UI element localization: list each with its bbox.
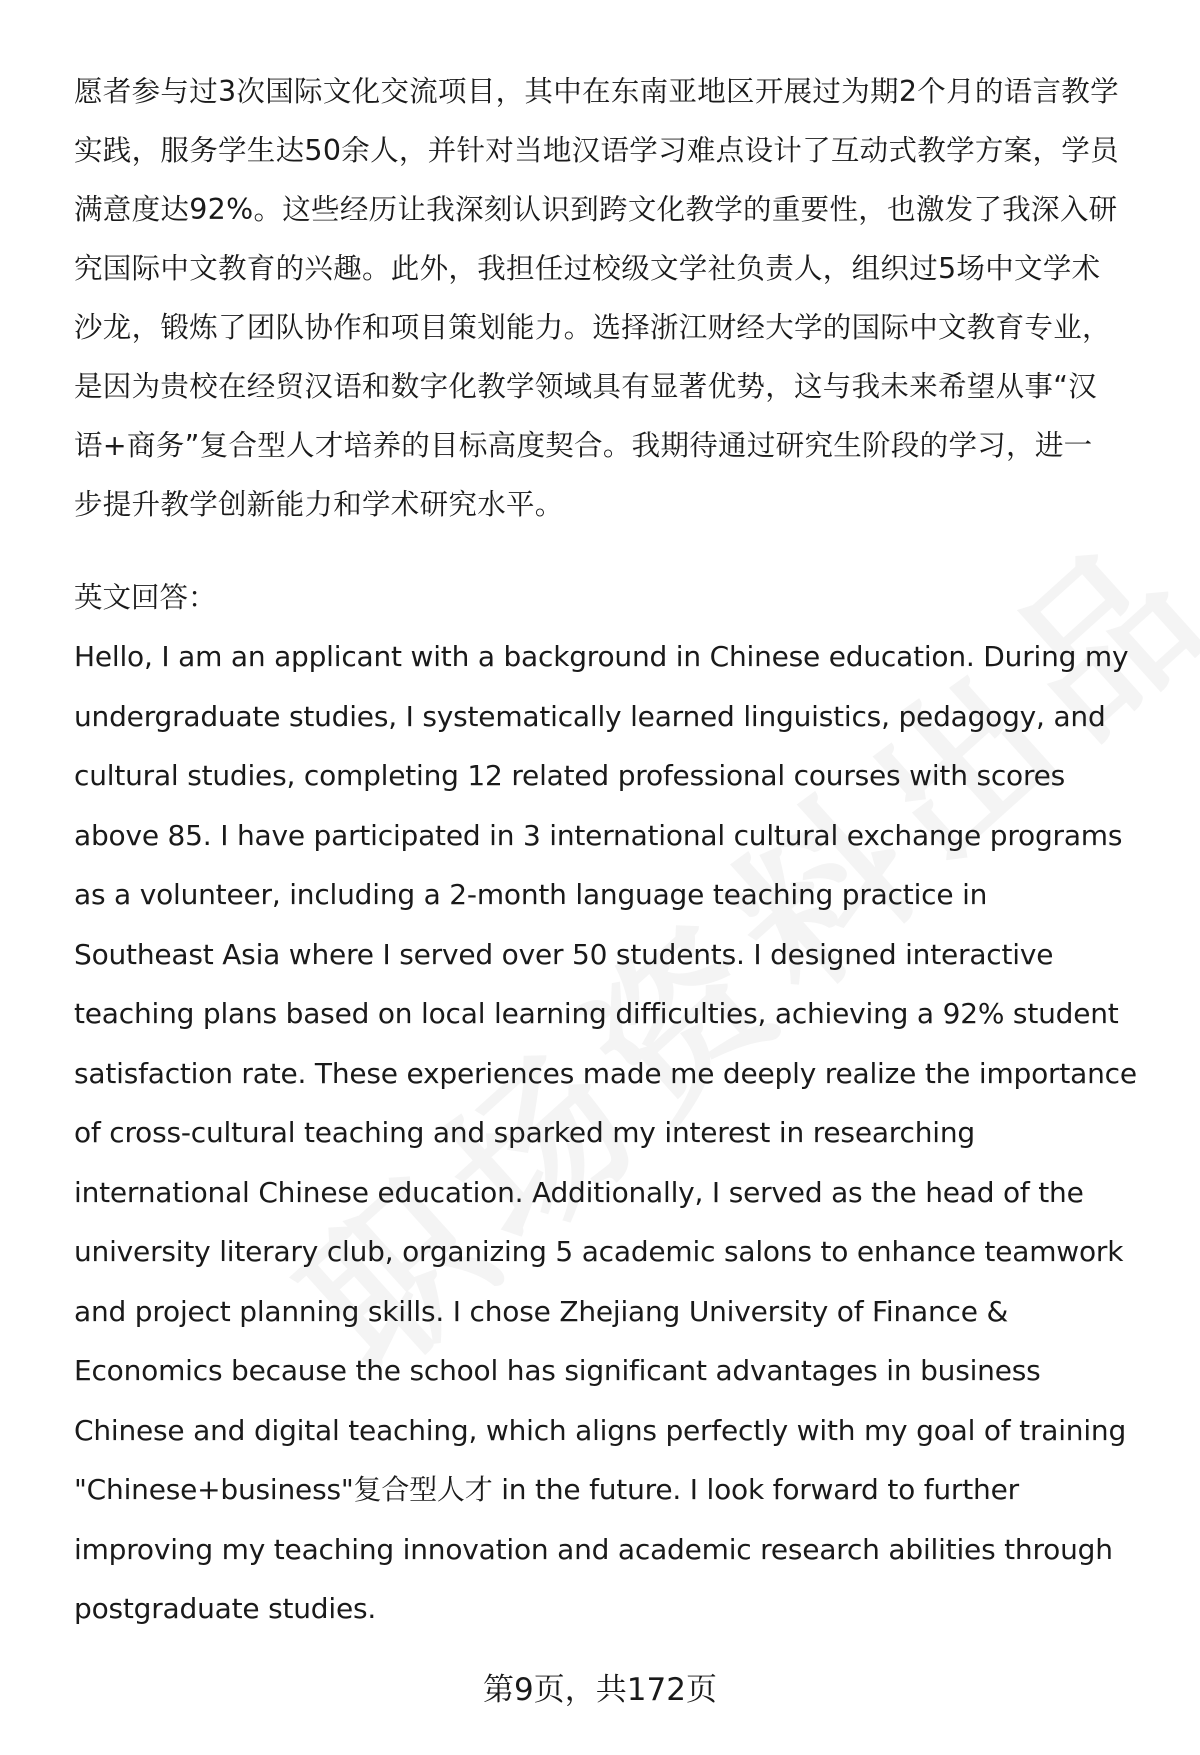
- chinese-text-line: 实践，服务学生达50余人，并针对当地汉语学习难点设计了互动式教学方案，学员: [74, 134, 1119, 167]
- english-text-line: "Chinese+business"复合型人才 in the future. I look forward to further: [74, 1473, 1019, 1506]
- english-text-line: and project planning skills. I chose Zhejiang University of Finance &: [74, 1294, 1009, 1328]
- english-answer-label: 英文回答：: [74, 581, 217, 614]
- chinese-text-line: 愿者参与过3次国际文化交流项目，其中在东南亚地区开展过为期2个月的语言教学: [74, 75, 1119, 108]
- english-answer-paragraph: [74, 627, 1154, 1639]
- chinese-text-line: 是因为贵校在经贸汉语和数字化教学领域具有显著优势，这与我未来希望从事“汉: [74, 370, 1098, 403]
- english-text-line: as a volunteer, including a 2-month language teaching practice in: [74, 878, 988, 911]
- chinese-text-line: 究国际中文教育的兴趣。此外，我担任过校级文学社负责人，组织过5场中文学术: [74, 252, 1101, 285]
- english-text-line: improving my teaching innovation and academic research abilities through: [74, 1532, 1113, 1566]
- chinese-text-line: 步提升教学创新能力和学术研究水平。: [74, 488, 564, 521]
- english-text-line: satisfaction rate. These experiences made me deeply realize the importance: [74, 1056, 1137, 1090]
- english-text-line: teaching plans based on local learning difficulties, achieving a 92% student: [74, 997, 1119, 1030]
- english-text-line: undergraduate studies, I systematically learned linguistics, pedagogy, and: [74, 699, 1106, 733]
- english-text-line: Southeast Asia where I served over 50 students. I designed interactive: [74, 937, 1054, 971]
- english-text-line: international Chinese education. Additionally, I served as the head of the: [74, 1175, 1084, 1209]
- chinese-text-line: 满意度达92%。这些经历让我深刻认识到跨文化教学的重要性，也激发了我深入研: [74, 193, 1118, 226]
- english-text-line: of cross-cultural teaching and sparked my interest in researching: [74, 1116, 975, 1149]
- chinese-answer-paragraph: [74, 62, 1146, 534]
- english-text-line: above 85. I have participated in 3 international cultural exchange programs: [74, 818, 1123, 852]
- english-text-line: university literary club, organizing 5 academic salons to enhance teamwork: [74, 1235, 1124, 1268]
- page-number-footer: 第9页，共172页: [483, 1672, 717, 1708]
- english-text-line: postgraduate studies.: [74, 1592, 377, 1625]
- english-text-line: Hello, I am an applicant with a background in Chinese education. During my: [74, 640, 1129, 673]
- english-text-line: Chinese and digital teaching, which aligns perfectly with my goal of training: [74, 1413, 1127, 1447]
- english-text-line: cultural studies, completing 12 related professional courses with scores: [74, 759, 1066, 792]
- english-text-line: Economics because the school has significant advantages in business: [74, 1354, 1041, 1387]
- chinese-text-line: 语+商务”复合型人才培养的目标高度契合。我期待通过研究生阶段的学习，进一: [74, 429, 1093, 462]
- chinese-text-line: 沙龙，锻炼了团队协作和项目策划能力。选择浙江财经大学的国际中文教育专业，: [74, 311, 1111, 344]
